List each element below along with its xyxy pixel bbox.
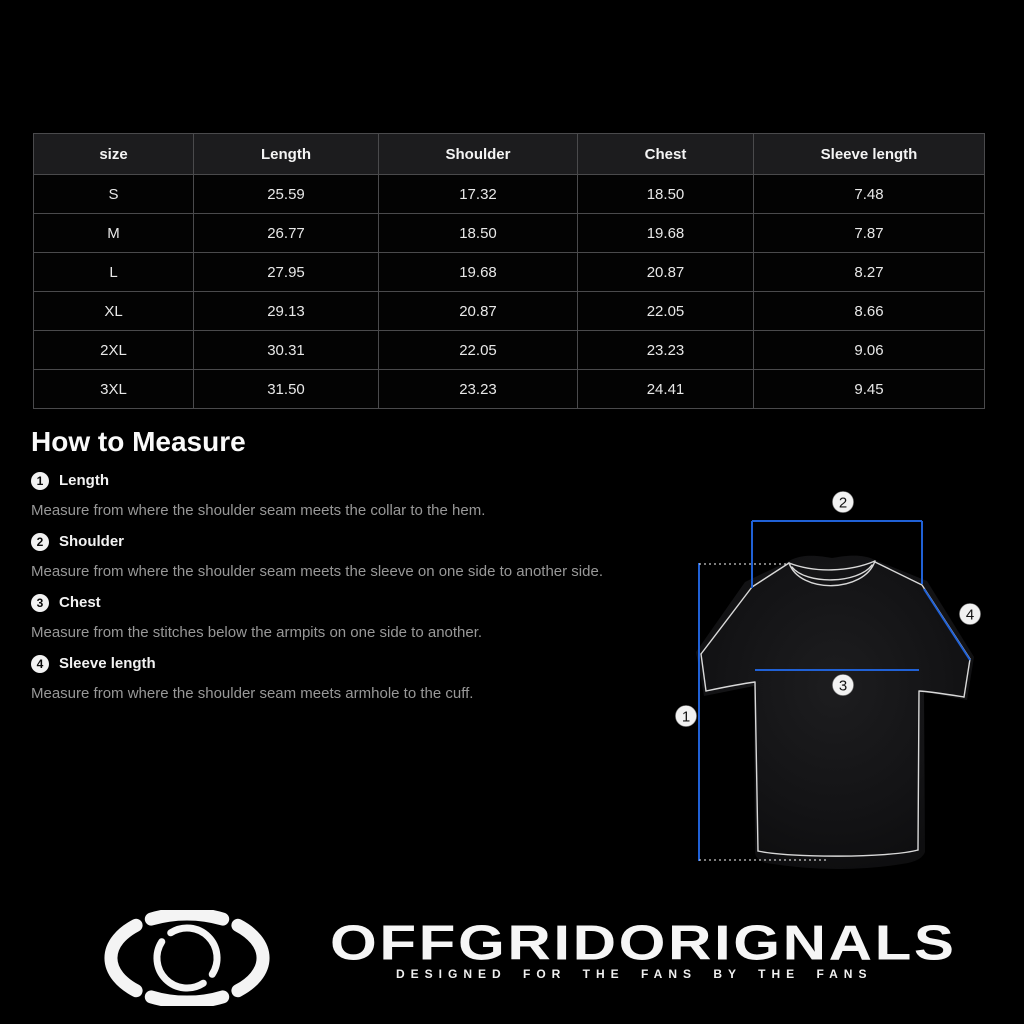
cell-size: 2XL xyxy=(34,331,194,370)
cell-length: 25.59 xyxy=(194,175,379,214)
measure-item-length xyxy=(31,465,671,496)
cell-size: L xyxy=(34,253,194,292)
cell-length: 29.13 xyxy=(194,292,379,331)
number-badge-2: 2 xyxy=(31,533,49,551)
cell-shoulder: 17.32 xyxy=(379,175,578,214)
cell-sleeve-length: 9.45 xyxy=(754,370,985,409)
measure-guide-list xyxy=(31,465,671,709)
cell-size: M xyxy=(34,214,194,253)
cell-size: S xyxy=(34,175,194,214)
cell-chest: 23.23 xyxy=(578,331,754,370)
measure-item-description: Measure from the stitches below the armpits on one side to another. xyxy=(31,624,483,641)
table-row xyxy=(34,370,985,409)
cell-sleeve-length: 8.27 xyxy=(754,253,985,292)
number-badge-3: 3 xyxy=(31,594,49,612)
col-header-length: Length xyxy=(194,134,379,175)
col-header-chest: Chest xyxy=(578,134,754,175)
svg-text:4: 4 xyxy=(965,606,975,624)
col-header-size: size xyxy=(34,134,194,175)
svg-text:3: 3 xyxy=(838,677,848,695)
table-row xyxy=(34,253,985,292)
measure-item-label: Sleeve length xyxy=(59,655,156,672)
size-chart-table xyxy=(33,133,985,409)
number-badge-1: 1 xyxy=(31,472,49,490)
measure-item-description: Measure from where the shoulder seam meets armhole to the cuff. xyxy=(31,685,474,702)
measure-item-description: Measure from where the shoulder seam meets the collar to the hem. xyxy=(31,502,486,519)
cell-length: 30.31 xyxy=(194,331,379,370)
cell-chest: 22.05 xyxy=(578,292,754,331)
cell-chest: 20.87 xyxy=(578,253,754,292)
marker-3-chest xyxy=(833,675,854,696)
marker-1-length xyxy=(676,706,697,727)
cell-shoulder: 18.50 xyxy=(379,214,578,253)
measure-item-sleeve-length xyxy=(31,648,671,679)
table-row xyxy=(34,214,985,253)
cell-shoulder: 19.68 xyxy=(379,253,578,292)
cell-sleeve-length: 9.06 xyxy=(754,331,985,370)
cell-chest: 24.41 xyxy=(578,370,754,409)
logo-inner-ring xyxy=(157,928,217,988)
cell-length: 31.50 xyxy=(194,370,379,409)
table-row xyxy=(34,292,985,331)
cell-sleeve-length: 8.66 xyxy=(754,292,985,331)
measure-item-description: Measure from where the shoulder seam meets the sleeve on one side to another side. xyxy=(31,563,603,580)
tshirt-measurement-diagram xyxy=(640,478,1024,910)
marker-4-sleeve xyxy=(960,604,981,625)
cell-size: XL xyxy=(34,292,194,331)
brand-wordmark: OFFGRIDORIGNALS xyxy=(330,914,957,970)
cell-chest: 19.68 xyxy=(578,214,754,253)
cell-chest: 18.50 xyxy=(578,175,754,214)
table-row xyxy=(34,175,985,214)
col-header-sleeve-length: Sleeve length xyxy=(754,134,985,175)
svg-text:1: 1 xyxy=(681,708,691,726)
cell-length: 26.77 xyxy=(194,214,379,253)
how-to-measure-title: How to Measure xyxy=(31,426,246,457)
table-header-row xyxy=(34,134,985,175)
number-badge-4: 4 xyxy=(31,655,49,673)
cell-shoulder: 20.87 xyxy=(379,292,578,331)
table-row xyxy=(34,331,985,370)
cell-size: 3XL xyxy=(34,370,194,409)
measure-item-label: Chest xyxy=(59,594,101,611)
cell-shoulder: 23.23 xyxy=(379,370,578,409)
cell-sleeve-length: 7.87 xyxy=(754,214,985,253)
marker-2-shoulder xyxy=(833,492,854,513)
measure-item-label: Shoulder xyxy=(59,533,125,550)
brand-tagline: DESIGNED FOR THE FANS BY THE FANS xyxy=(396,967,873,981)
measure-item-chest xyxy=(31,587,671,618)
cell-shoulder: 22.05 xyxy=(379,331,578,370)
brand-logo-icon xyxy=(98,910,276,1006)
cell-length: 27.95 xyxy=(194,253,379,292)
col-header-shoulder: Shoulder xyxy=(379,134,578,175)
measure-item-label: Length xyxy=(59,472,109,489)
measure-item-shoulder xyxy=(31,526,671,557)
svg-text:2: 2 xyxy=(838,494,848,512)
cell-sleeve-length: 7.48 xyxy=(754,175,985,214)
